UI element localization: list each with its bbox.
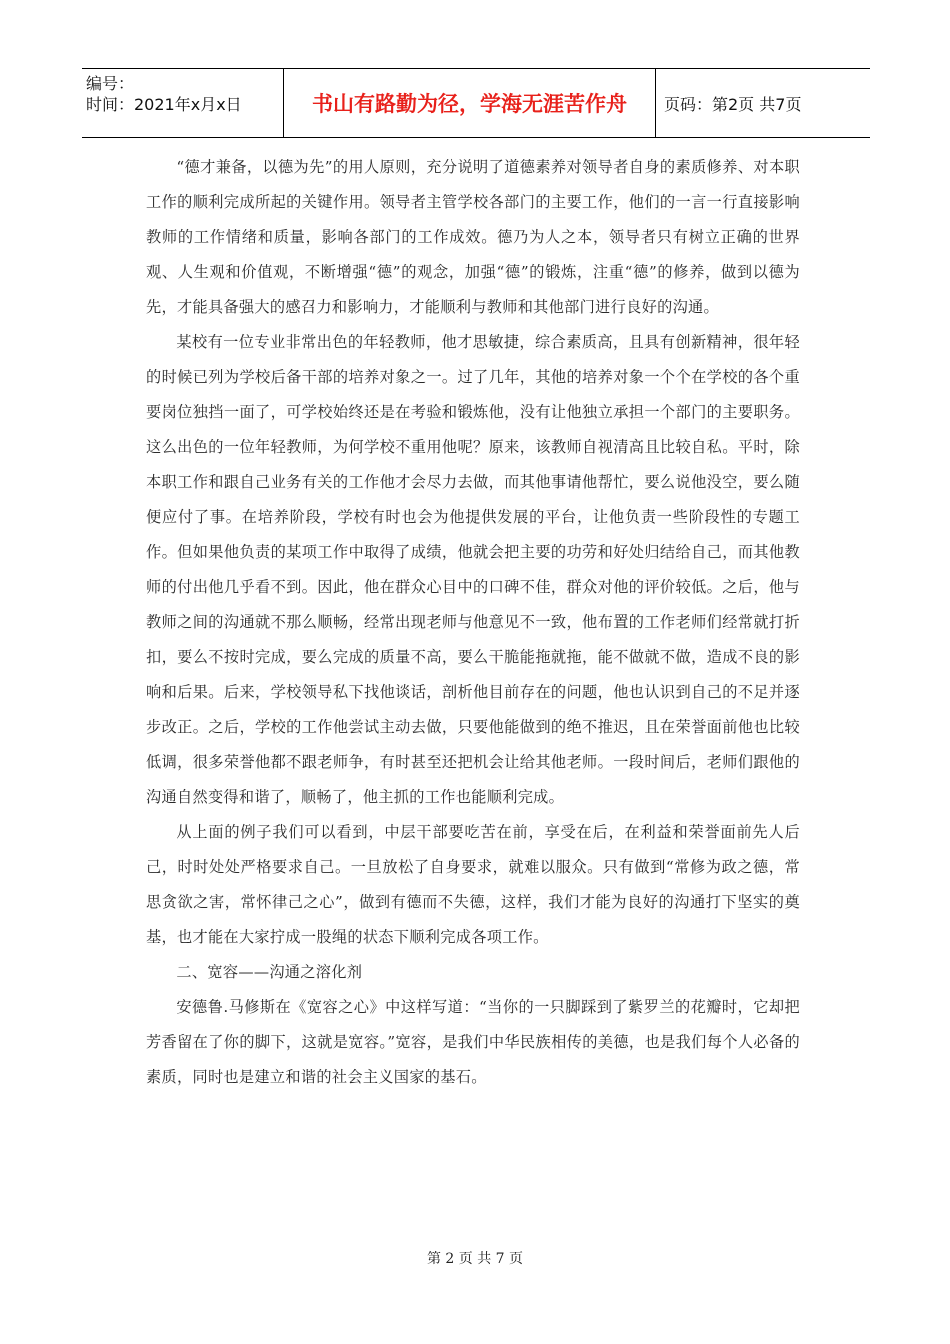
section-heading: 二、宽容——沟通之溶化剂 (176, 963, 363, 981)
header-left-cell (82, 69, 284, 137)
paragraph-1: “德才兼备，以德为先”的用人原则，充分说明了道德素养对领导者自身的素质修养、对本职工作的顺利完成所起的关键作用。领导者主管学校各部门的主要工作，他们的一言一行直接影响教师的工作情绪和质量，影响各部门的工作成效。德乃为人之本，领导者只有树立正确的世界观、人生观和价值观，不断增强“德”的观念，加强“德”的锻炼，注重“德”的修养，做到以德为先，才能具备强大的感召力和影响力，才能顺利与教师和其他部门进行良好的沟通。 (146, 158, 800, 316)
paragraph-2: 某校有一位专业非常出色的年轻教师，他才思敏捷，综合素质高，且具有创新精神，很年轻的时候已列为学校后备干部的培养对象之一。过了几年，其他的培养对象一个个在学校的各个重要岗位独挡一面了，可学校始终还是在考验和锻炼他，没有让他独立承担一个部门的主要职务。这么出色的一位年轻教师，为何学校不重用他呢？原来，该教师自视清高且比较自私。平时，除本职工作和跟自己业务有关的工作他才会尽力去做，而其他事请他帮忙，要么说他没空，要么随便应付了事。在培养阶段，学校有时也会为他提供发展的平台，让他负责一些阶段性的专题工作。但如果他负责的某项工作中取得了成绩，他就会把主要的功劳和好处归结给自己，而其他教师的付出他几乎看不到。因此，他在群众心目中的口碑不佳，群众对他的评价较低。之后，他与教师之间的沟通就不那么顺畅，经常出现老师与他意见不一致，他布置的工作老师们经常就打折扣，要么不按时完成，要么完成的质量不高，要么干脆能拖就拖，能不做就不做，造成不良的影响和后果。后来，学校领导私下找他谈话，剖析他目前存在的问题，他也认识到自己的不足并逐步改正。之后，学校的工作他尝试主动去做，只要他能做到的绝不推迟，且在荣誉面前他也比较低调，很多荣誉他都不跟老师争，有时甚至还把机会让给其他老师。一段时间后，老师们跟他的沟通自然变得和谐了，顺畅了，他主抓的工作也能顺利完成。 (146, 333, 800, 806)
document-body (146, 150, 800, 1095)
paragraph-3: 从上面的例子我们可以看到，中层干部要吃苦在前，享受在后，在利益和荣誉面前先人后己，时时处处严格要求自己。一旦放松了自身要求，就难以服众。只有做到“常修为政之德，常思贪欲之害，常怀律己之心”，做到有德而不失德，这样，我们才能为良好的沟通打下坚实的奠基，也才能在大家拧成一股绳的状态下顺利完成各项工作。 (146, 823, 800, 946)
motto: 书山有路勤为径，学海无涯苦作舟 (284, 69, 656, 137)
page-footer: 第 2 页 共 7 页 (426, 1251, 524, 1267)
page-info: 页码：第2页 共7页 (664, 94, 802, 114)
date-label: 时间：2021年x月x日 (86, 95, 242, 114)
page-header (82, 68, 870, 138)
paragraph-4: 安德鲁.马修斯在《宽容之心》中这样写道：“当你的一只脚踩到了紫罗兰的花瓣时，它却把芳香留在了你的脚下，这就是宽容。”宽容，是我们中华民族相传的美德，也是我们每个人必备的素质，同时也是建立和谐的社会主义国家的基石。 (146, 998, 800, 1086)
code-label: 编号： (86, 74, 135, 93)
